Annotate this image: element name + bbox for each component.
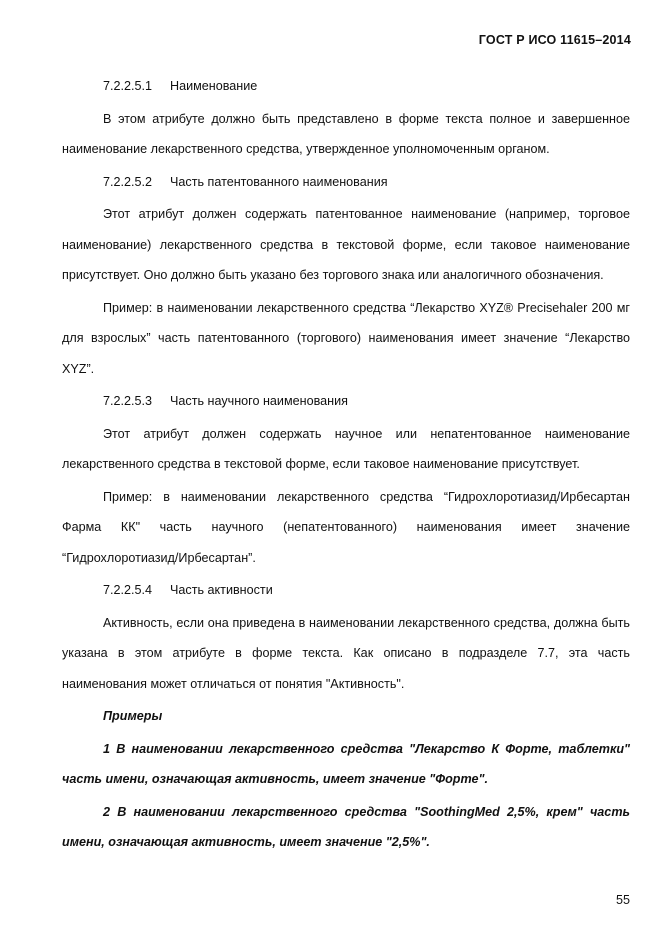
section-title: Часть патентованного наименования <box>170 174 388 189</box>
example-item: 2 В наименовании лекарственного средства "SoothingMed 2,5%, крем" часть имени, означающая активность, имеет значение "2,5%". <box>62 804 630 849</box>
section-number: 7.2.2.5.2 <box>103 174 153 189</box>
paragraph-example: Пример: в наименовании лекарственного средства “Лекарство XYZ® Precisehaler 200 мг для взрослых” часть патентованного (торгового) наименования имеет значение “Лекарство XYZ”. <box>62 300 630 376</box>
section-heading-7-2-2-5-3 <box>62 386 630 417</box>
paragraph: Активность, если она приведена в наименовании лекарственного средства, должна быть указана в этом атрибуте в форме текста. Как описано в подразделе 7.7, эта часть наименования может отличаться от понятия "Активность". <box>62 615 630 691</box>
section-number: 7.2.2.5.4 <box>103 583 153 597</box>
section-heading-7-2-2-5-2 <box>62 167 630 198</box>
paragraph-example: Пример: в наименовании лекарственного средства “Гидрохлоротиазид/Ирбесартан Фарма КК" часть научного (непатентованного) наименования имеет значение “Гидрохлоротиазид/Ирбесартан”. <box>62 489 630 565</box>
document-body <box>62 71 630 860</box>
paragraph: В этом атрибуте должно быть представлено в форме текста полное и завершенное наименование лекарственного средства, утвержденное уполномоченным органом. <box>62 111 630 156</box>
page-number: 55 <box>615 893 630 907</box>
section-title: Часть активности <box>170 583 273 597</box>
document-header: ГОСТ Р ИСО 11615–2014 <box>478 33 631 47</box>
section-heading-7-2-2-5-4 <box>62 575 630 606</box>
examples-label: Примеры <box>103 709 163 723</box>
section-title: Наименование <box>170 79 258 93</box>
example-item: 1 В наименовании лекарственного средства "Лекарство К Форте, таблетки" часть имени, означающая активность, имеет значение "Форте". <box>62 741 630 786</box>
paragraph: Этот атрибут должен содержать патентованное наименование (например, торговое наименование) лекарственного средства в текстовой форме, если таковое наименование присутствует. Оно должно быть указано без торгового знака или аналогичного обозначения. <box>62 207 630 282</box>
section-number: 7.2.2.5.1 <box>103 79 153 93</box>
paragraph: Этот атрибут должен содержать научное или непатентованное наименование лекарственного средства в текстовой форме, если таковое наименование присутствует. <box>62 426 630 471</box>
section-heading-7-2-2-5-1 <box>62 71 630 102</box>
section-number: 7.2.2.5.3 <box>103 394 153 408</box>
section-title: Часть научного наименования <box>170 394 348 408</box>
